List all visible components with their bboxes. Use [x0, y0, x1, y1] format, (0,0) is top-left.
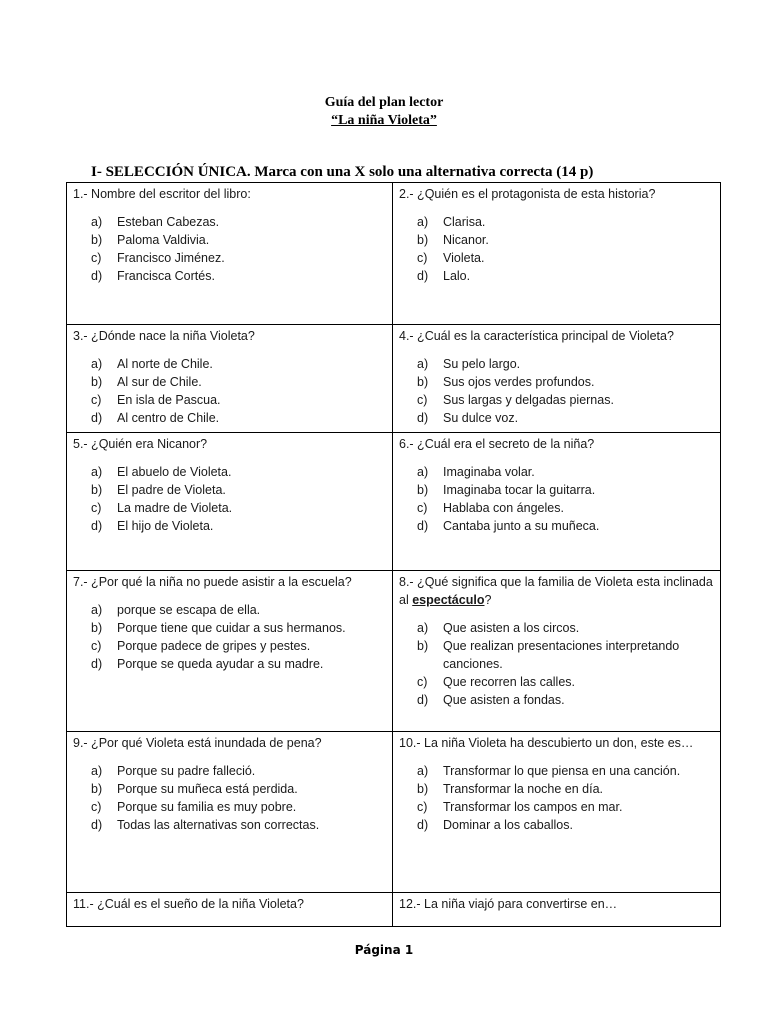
option-letter: d)	[417, 519, 429, 533]
answer-options	[73, 601, 386, 673]
answer-option[interactable]	[399, 798, 714, 816]
question-text: 4.- ¿Cuál es la característica principal de Violeta?	[399, 329, 674, 343]
option-letter: d)	[417, 411, 429, 425]
answer-options	[399, 355, 714, 427]
answer-option[interactable]	[399, 391, 714, 409]
answer-option[interactable]	[73, 780, 386, 798]
answer-option[interactable]	[399, 673, 714, 691]
question-text: 12.- La niña viajó para convertirse en…	[399, 897, 618, 911]
option-text: Porque se queda ayudar a su madre.	[117, 657, 324, 671]
answer-option[interactable]	[73, 409, 386, 427]
answer-option[interactable]	[73, 637, 386, 655]
option-letter: c)	[91, 639, 102, 653]
option-letter: a)	[91, 603, 103, 617]
question-text: 11.- ¿Cuál es el sueño de la niña Violeta?	[73, 897, 304, 911]
option-text: Que recorren las calles.	[443, 675, 576, 689]
option-letter: a)	[91, 357, 103, 371]
option-letter: a)	[417, 621, 429, 635]
answer-option[interactable]	[73, 213, 386, 231]
option-letter: a)	[417, 764, 429, 778]
option-text: Francisca Cortés.	[117, 269, 215, 283]
option-letter: b)	[417, 483, 429, 497]
option-letter: d)	[91, 519, 103, 533]
option-text: Que realizan presentaciones interpretando canciones.	[443, 639, 680, 671]
question-text: 9.- ¿Por qué Violeta está inundada de pena?	[73, 736, 322, 750]
answer-option[interactable]	[73, 373, 386, 391]
option-text: Dominar a los caballos.	[443, 818, 573, 832]
answer-option[interactable]	[399, 267, 714, 285]
answer-option[interactable]	[73, 601, 386, 619]
option-text: Todas las alternativas son correctas.	[117, 818, 320, 832]
question-cell	[393, 183, 721, 325]
answer-option[interactable]	[399, 780, 714, 798]
option-text: Sus largas y delgadas piernas.	[443, 393, 614, 407]
option-letter: d)	[91, 657, 103, 671]
option-text: El hijo de Violeta.	[117, 519, 214, 533]
question-text: 7.- ¿Por qué la niña no puede asistir a la escuela?	[73, 575, 352, 589]
answer-options	[73, 213, 386, 285]
option-text: Hablaba con ángeles.	[443, 501, 564, 515]
answer-options	[399, 762, 714, 834]
question-text: 2.- ¿Quién es el protagonista de esta historia?	[399, 187, 656, 201]
answer-option[interactable]	[399, 463, 714, 481]
option-text: Al norte de Chile.	[117, 357, 213, 371]
answer-option[interactable]	[399, 213, 714, 231]
question-text	[399, 573, 714, 609]
option-text: Porque su familia es muy pobre.	[117, 800, 297, 814]
answer-option[interactable]	[73, 249, 386, 267]
answer-option[interactable]	[399, 637, 714, 673]
option-text: Al centro de Chile.	[117, 411, 220, 425]
question-cell	[393, 732, 721, 893]
answer-option[interactable]	[399, 481, 714, 499]
page-number: Página 1	[354, 943, 414, 957]
answer-option[interactable]	[73, 391, 386, 409]
section-heading: I- SELECCIÓN ÚNICA. Marca con una X solo una alternativa correcta (14 p)	[91, 164, 594, 180]
option-letter: b)	[91, 621, 103, 635]
option-text: Cantaba junto a su muñeca.	[443, 519, 600, 533]
option-text: En isla de Pascua.	[117, 393, 221, 407]
question-text-part: 8.- ¿Qué significa que la familia de Violeta esta inclinada al	[399, 575, 713, 607]
answer-options	[399, 463, 714, 535]
answer-options	[73, 355, 386, 427]
option-letter: c)	[91, 251, 102, 265]
option-text: Transformar la noche en día.	[443, 782, 604, 796]
answer-option[interactable]	[399, 517, 714, 535]
questions-table	[66, 182, 721, 927]
option-text: porque se escapa de ella.	[117, 603, 261, 617]
answer-option[interactable]	[399, 249, 714, 267]
question-cell	[67, 325, 393, 433]
option-letter: b)	[91, 375, 103, 389]
answer-option[interactable]	[399, 816, 714, 834]
answer-option[interactable]	[73, 816, 386, 834]
option-letter: b)	[91, 782, 103, 796]
option-text: Porque su muñeca está perdida.	[117, 782, 298, 796]
option-letter: c)	[417, 393, 428, 407]
answer-options	[73, 463, 386, 535]
option-letter: c)	[417, 800, 428, 814]
answer-option[interactable]	[399, 691, 714, 709]
answer-option[interactable]	[73, 619, 386, 637]
option-letter: a)	[91, 215, 103, 229]
option-text: Que asisten a fondas.	[443, 693, 565, 707]
answer-option[interactable]	[399, 409, 714, 427]
answer-option[interactable]	[73, 231, 386, 249]
answer-option[interactable]	[399, 619, 714, 637]
question-text: 10.- La niña Violeta ha descubierto un don, este es…	[399, 736, 694, 750]
option-letter: b)	[91, 483, 103, 497]
option-text: Nicanor.	[443, 233, 489, 247]
option-letter: c)	[417, 675, 428, 689]
option-letter: b)	[417, 639, 429, 653]
question-cell	[67, 571, 393, 732]
option-text: Francisco Jiménez.	[117, 251, 225, 265]
answer-option[interactable]	[399, 373, 714, 391]
answer-option[interactable]	[73, 517, 386, 535]
answer-options	[399, 213, 714, 285]
option-text: Porque tiene que cuidar a sus hermanos.	[117, 621, 346, 635]
answer-option[interactable]	[73, 655, 386, 673]
option-text: Su dulce voz.	[443, 411, 519, 425]
question-cell	[393, 325, 721, 433]
question-cell	[67, 433, 393, 571]
option-text: Clarisa.	[443, 215, 486, 229]
option-letter: a)	[91, 465, 103, 479]
option-text: Porque su padre falleció.	[117, 764, 256, 778]
book-title: “La niña Violeta”	[331, 113, 437, 128]
option-letter: d)	[417, 693, 429, 707]
option-letter: b)	[417, 782, 429, 796]
question-cell	[393, 433, 721, 571]
answer-option[interactable]	[73, 499, 386, 517]
question-cell	[393, 893, 721, 927]
option-text: Que asisten a los circos.	[443, 621, 580, 635]
answer-options	[73, 762, 386, 834]
option-text: Transformar los campos en mar.	[443, 800, 623, 814]
answer-option[interactable]	[399, 355, 714, 373]
answer-option[interactable]	[73, 355, 386, 373]
question-row	[67, 325, 721, 433]
option-letter: b)	[417, 233, 429, 247]
option-letter: c)	[91, 393, 102, 407]
option-letter: d)	[91, 269, 103, 283]
underlined-term: espectáculo	[412, 593, 485, 607]
question-row	[67, 571, 721, 732]
answer-option[interactable]	[73, 267, 386, 285]
option-text: Su pelo largo.	[443, 357, 521, 371]
option-letter: d)	[91, 818, 103, 832]
option-text: Paloma Valdivia.	[117, 233, 210, 247]
question-text: 1.- Nombre del escritor del libro:	[73, 187, 251, 201]
document-title: Guía del plan lector	[324, 95, 444, 110]
question-cell	[67, 732, 393, 893]
option-text: Transformar lo que piensa en una canción.	[443, 764, 681, 778]
question-row	[67, 433, 721, 571]
answer-option[interactable]	[73, 798, 386, 816]
option-text: Lalo.	[443, 269, 471, 283]
option-letter: a)	[417, 215, 429, 229]
answer-option[interactable]	[73, 463, 386, 481]
question-text: 3.- ¿Dónde nace la niña Violeta?	[73, 329, 255, 343]
question-text: 6.- ¿Cuál era el secreto de la niña?	[399, 437, 595, 451]
option-text: El padre de Violeta.	[117, 483, 226, 497]
question-row	[67, 893, 721, 927]
option-letter: a)	[417, 465, 429, 479]
answer-options	[399, 619, 714, 709]
option-text: Porque padece de gripes y pestes.	[117, 639, 311, 653]
answer-option[interactable]	[399, 231, 714, 249]
question-text-part: ?	[484, 593, 492, 607]
option-letter: d)	[91, 411, 103, 425]
option-letter: c)	[91, 501, 102, 515]
answer-option[interactable]	[73, 762, 386, 780]
option-text: Sus ojos verdes profundos.	[443, 375, 595, 389]
question-row	[67, 732, 721, 893]
option-text: El abuelo de Violeta.	[117, 465, 232, 479]
option-text: La madre de Violeta.	[117, 501, 233, 515]
question-cell	[393, 571, 721, 732]
question-text: 5.- ¿Quién era Nicanor?	[73, 437, 208, 451]
option-text: Violeta.	[443, 251, 485, 265]
answer-option[interactable]	[399, 762, 714, 780]
question-row	[67, 183, 721, 325]
option-text: Esteban Cabezas.	[117, 215, 220, 229]
option-letter: b)	[417, 375, 429, 389]
option-letter: a)	[91, 764, 103, 778]
option-text: Imaginaba volar.	[443, 465, 535, 479]
option-letter: c)	[417, 251, 428, 265]
option-text: Al sur de Chile.	[117, 375, 202, 389]
option-letter: d)	[417, 269, 429, 283]
question-cell	[67, 183, 393, 325]
option-letter: c)	[91, 800, 102, 814]
answer-option[interactable]	[399, 499, 714, 517]
option-letter: b)	[91, 233, 103, 247]
option-letter: a)	[417, 357, 429, 371]
option-text: Imaginaba tocar la guitarra.	[443, 483, 596, 497]
question-cell	[67, 893, 393, 927]
questions-body	[67, 183, 721, 927]
option-letter: c)	[417, 501, 428, 515]
answer-option[interactable]	[73, 481, 386, 499]
option-letter: d)	[417, 818, 429, 832]
